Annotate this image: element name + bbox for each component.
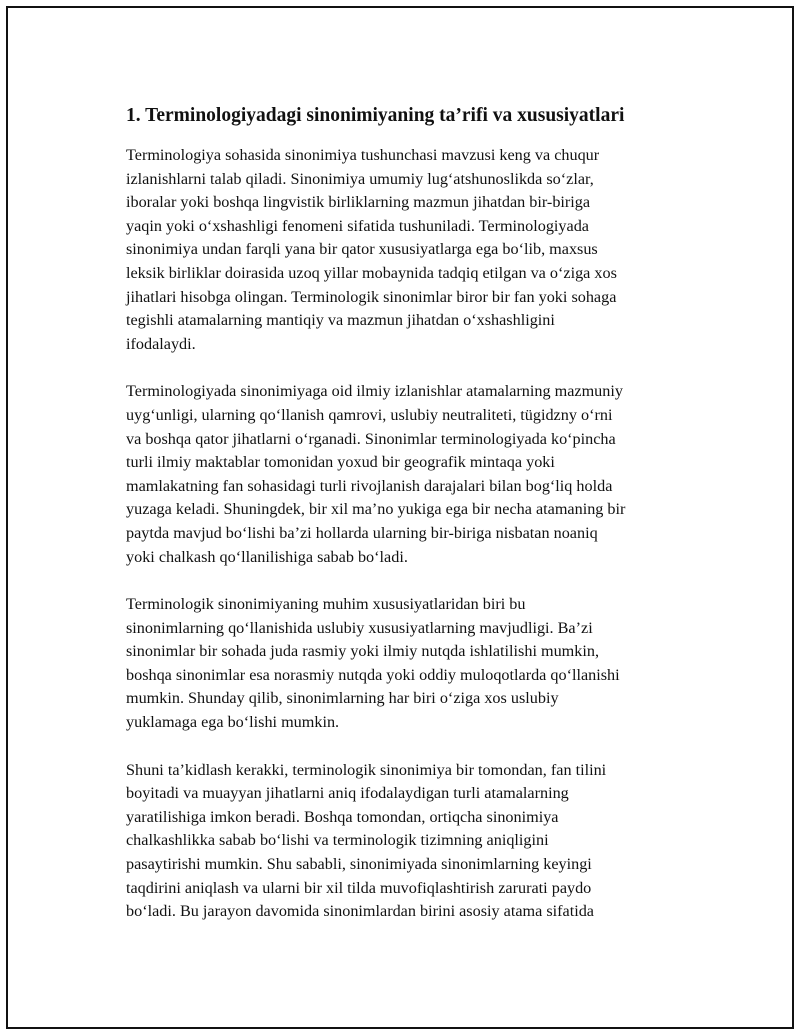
text-line: Shuni ta’kidlash kerakki, terminologik sinonimiya bir tomondan, fan tilini xyxy=(126,760,607,779)
text-line: yaqin yoki o‘xshashligi fenomeni sifatida tushuniladi. Terminologiyada xyxy=(126,216,589,235)
paragraph-2 xyxy=(126,380,704,569)
text-line: yuzaga keladi. Shuningdek, bir xil ma’no yukiga ega bir necha atamaning bir xyxy=(126,500,626,519)
text-line: boyitadi va muayyan jihatlarni aniq ifodalaydigan turli atamalarning xyxy=(126,784,569,803)
text-line: uyg‘unligi, ularning qo‘llanish qamrovi, uslubiy neutraliteti, tügidzny o‘rni xyxy=(126,405,613,424)
text-line: va boshqa qator jihatlarni o‘rganadi. Sinonimlar terminologiyada ko‘pincha xyxy=(126,429,616,448)
text-line: taqdirini aniqlash va ularni bir xil tilda muvofiqlashtirish zarurati paydo xyxy=(126,878,592,897)
text-line: mumkin. Shunday qilib, sinonimlarning har biri o‘ziga xos uslubiy xyxy=(126,689,559,708)
paragraph-1 xyxy=(126,144,704,356)
text-line: pasaytirishi mumkin. Shu sababli, sinonimiyada sinonimlarning keyingi xyxy=(126,855,592,874)
paragraph-3 xyxy=(126,593,704,735)
text-line: yuklamaga ega bo‘lishi mumkin. xyxy=(126,713,340,732)
text-line: iboralar yoki boshqa lingvistik birliklarning mazmun jihatdan bir-biriga xyxy=(126,193,591,212)
document-body xyxy=(126,103,704,948)
text-line: turli ilmiy maktablar tomonidan yoxud bir geografik mintaqa yoki xyxy=(126,453,555,472)
text-line: mamlakatning fan sohasidagi turli rivojlanish darajalari bilan bog‘liq holda xyxy=(126,476,613,495)
text-line: paytda mavjud bo‘lishi ba’zi hollarda ularning bir-biriga nisbatan noaniq xyxy=(126,523,598,542)
paragraph-4 xyxy=(126,759,704,924)
text-line: bo‘ladi. Bu jarayon davomida sinonimlardan birini asosiy atama sifatida xyxy=(126,902,594,921)
text-line: yaratilishiga imkon beradi. Boshqa tomondan, ortiqcha sinonimiya xyxy=(126,807,559,826)
text-line: sinonimlar bir sohada juda rasmiy yoki ilmiy nutqda ishlatilishi mumkin, xyxy=(126,642,599,661)
page-frame xyxy=(6,6,794,1029)
text-line: yoki chalkash qo‘llanilishiga sabab bo‘ladi. xyxy=(126,547,408,566)
text-line: Terminologiyada sinonimiyaga oid ilmiy izlanishlar atamalarning mazmuniy xyxy=(126,382,623,401)
text-line: izlanishlarni talab qiladi. Sinonimiya umumiy lug‘atshunoslikda so‘zlar, xyxy=(126,169,594,188)
text-line: ifodalaydi. xyxy=(126,334,196,353)
text-line: tegishli atamalarning mantiqiy va mazmun jihatdan o‘xshashligini xyxy=(126,311,555,330)
text-line: Terminologik sinonimiyaning muhim xususiyatlaridan biri bu xyxy=(126,595,526,614)
text-line: chalkashlikka sabab bo‘lishi va terminologik tizimning aniqligini xyxy=(126,831,549,850)
section-heading: 1. Terminologiyadagi sinonimiyaning ta’rifi va xususiyatlari xyxy=(126,105,625,126)
text-line: leksik birliklar doirasida uzoq yillar mobaynida tadqiq etilgan va o‘ziga xos xyxy=(126,263,617,282)
text-line: sinonimlarning qo‘llanishida uslubiy xususiyatlarning mavjudligi. Ba’zi xyxy=(126,618,593,637)
text-line: Terminologiya sohasida sinonimiya tushunchasi mavzusi keng va chuqur xyxy=(126,146,600,164)
text-line: sinonimiya undan farqli yana bir qator xususiyatlarga ega bo‘lib, maxsus xyxy=(126,240,598,259)
text-line: jihatlari hisobga olingan. Terminologik sinonimlar biror bir fan yoki sohaga xyxy=(126,287,617,306)
text-line: boshqa sinonimlar esa norasmiy nutqda yoki oddiy muloqotlarda qo‘llanishi xyxy=(126,665,620,684)
